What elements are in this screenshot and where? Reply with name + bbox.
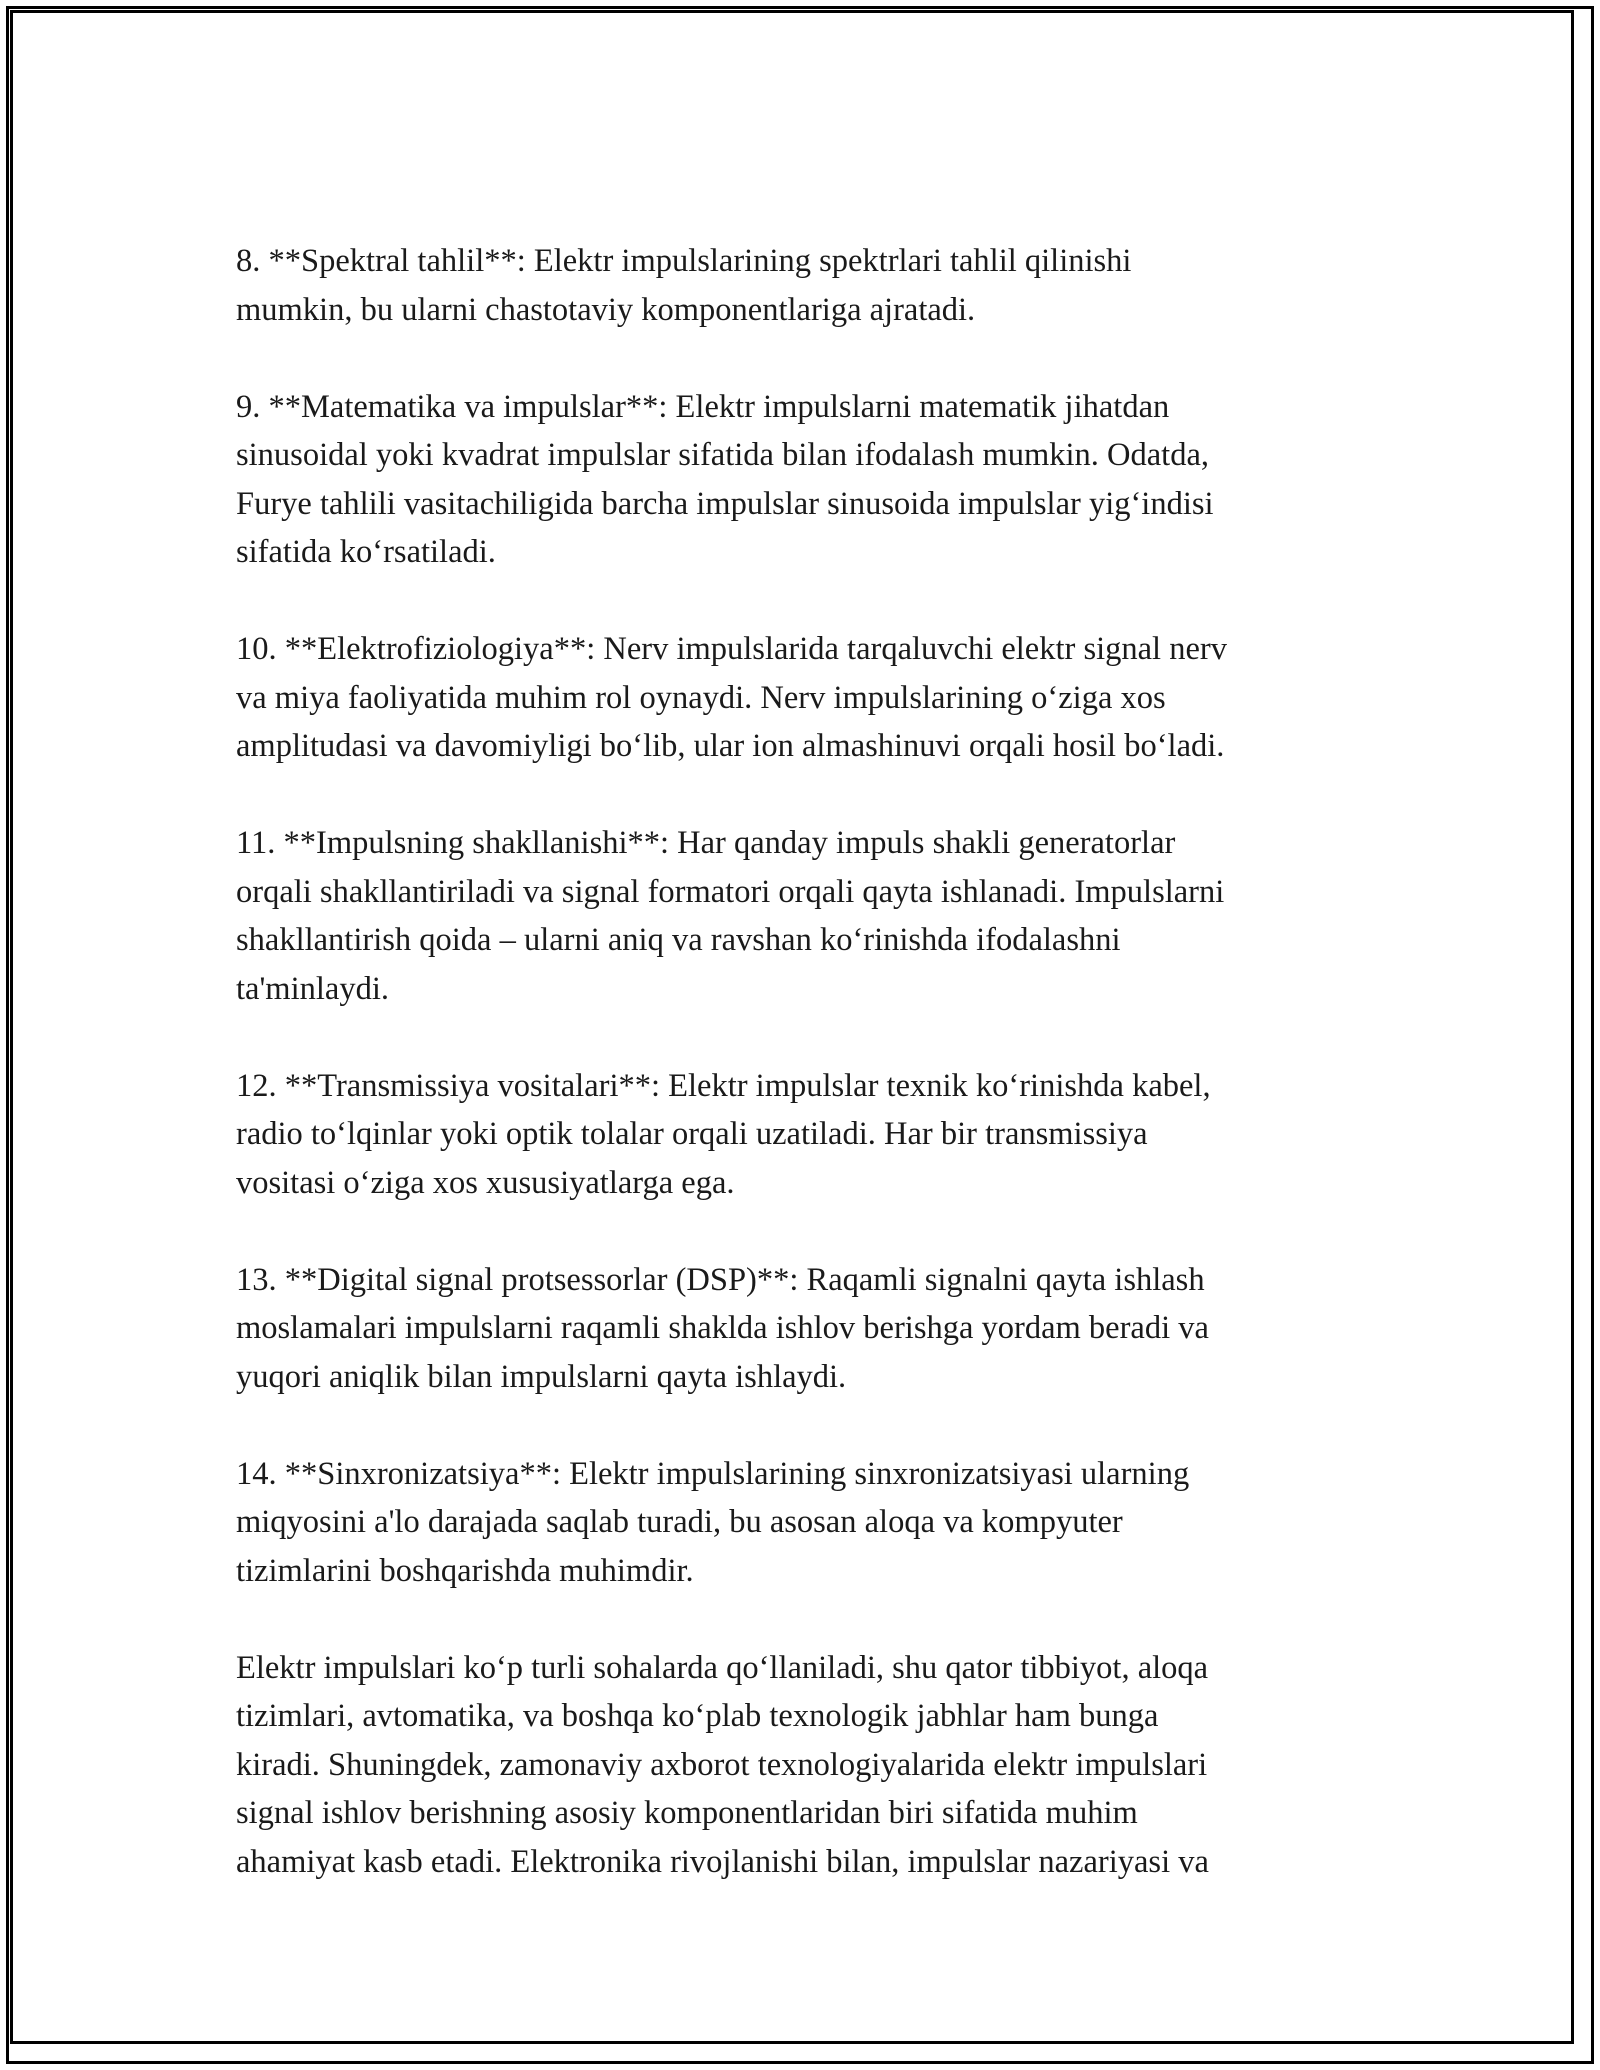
paragraph-spektral-tahlil: 8. **Spektral tahlil**: Elektr impulslarining spektrlari tahlil qilinishi mumkin, bu ularni chastotaviy komponentlariga ajratadi. (236, 243, 1132, 328)
paragraph-matematika-va-impulslar: 9. **Matematika va impulslar**: Elektr impulslarni matematik jihatdan sinusoidal yoki kvadrat impulslar sifatida bilan ifodalash mumkin. Odatda, Furye tahlili vasitachiligida barcha impulslar sinusoida impulslar yig‘indisi sifatida ko‘rsatiladi. (236, 388, 1214, 570)
paragraph-impulsning-shakllanishi: 11. **Impulsning shakllanishi**: Har qanday impuls shakli generatorlar orqali shakllantiriladi va signal formatori orqali qayta ishlanadi. Impulslarni shakllantirish qoida – ularni aniq va ravshan ko‘rinishda ifodalashni ta'minlaydi. (236, 825, 1225, 1007)
paragraph-elektrofiziologiya: 10. **Elektrofiziologiya**: Nerv impulslarida tarqaluvchi elektr signal nerv va miya faoliyatida muhim rol oynaydi. Nerv impulslarining o‘ziga xos amplitudasi va davomiyligi bo‘lib, ular ion almashinuvi orqali hosil bo‘ladi. (236, 631, 1227, 764)
paragraph-sinxronizatsiya: 14. **Sinxronizatsiya**: Elektr impulslarining sinxronizatsiyasi ularning miqyosini a'lo darajada saqlab turadi, bu asosan aloqa va kompyuter tizimlarini boshqarishda muhimdir. (236, 1455, 1190, 1589)
paragraph-digital-signal-protsessorlar: 13. **Digital signal protsessorlar (DSP)**: Raqamli signalni qayta ishlash moslamalari impulslarni raqamli shaklda ishlov berishga yordam beradi va yuqori aniqlik bilan impulslarni qayta ishlaydi. (236, 1261, 1209, 1395)
paragraph-conclusion: Elektr impulslari ko‘p turli sohalarda qo‘llaniladi, shu qator tibbiyot, aloqa tizimlari, avtomatika, va boshqa ko‘plab texnologik jabhlar ham bunga kiradi. Shuningdek, zamonaviy axborot texnologiyalarida elektr impulslari signal ishlov berishning asosiy komponentlaridan biri sifatida muhim ahamiyat kasb etadi. Elektronika rivojlanishi bilan, impulslar nazariyasi va (236, 1649, 1209, 1880)
paragraph-transmissiya-vositalari: 12. **Transmissiya vositalari**: Elektr impulslar texnik ko‘rinishda kabel, radio to‘lqinlar yoki optik tolalar orqali uzatiladi. Har bir transmissiya vositasi o‘ziga xos xususiyatlarga ega. (236, 1067, 1211, 1201)
document-body (236, 237, 1366, 1886)
